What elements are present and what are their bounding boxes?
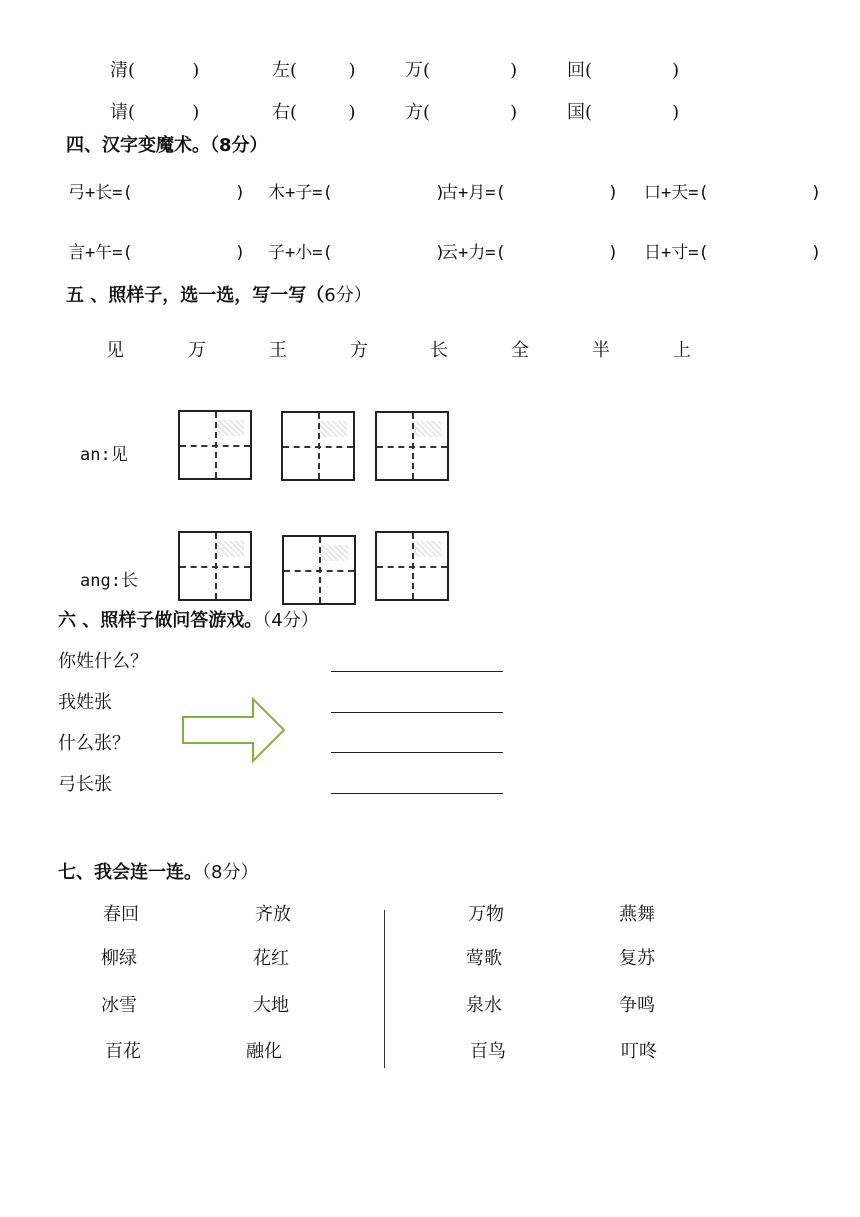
char-equation: 木+子=( ) <box>268 183 446 203</box>
writing-grid-box[interactable] <box>282 535 356 605</box>
section6-score: （4分） <box>262 610 319 631</box>
writing-grid-box[interactable] <box>178 410 252 480</box>
section5-heading-text: 五 、照样子，选一选，写一写（ <box>66 285 325 306</box>
section3-item: 请( ) <box>110 102 200 123</box>
match-word[interactable]: 叮咚 <box>621 1041 657 1062</box>
writing-grid-box[interactable] <box>375 531 449 601</box>
option-char: 上 <box>673 340 691 361</box>
writing-grid-box[interactable] <box>375 411 449 481</box>
match-word[interactable]: 融化 <box>246 1041 282 1062</box>
section4-score: 8 <box>219 135 232 156</box>
char-equation: 言+午=( ) <box>68 243 246 263</box>
dialogue-line: 我姓张 <box>58 692 112 713</box>
match-word[interactable]: 大地 <box>253 995 289 1016</box>
match-word[interactable]: 燕舞 <box>619 904 655 925</box>
right-arrow-icon <box>181 697 287 763</box>
section3-item: 万( ) <box>405 60 518 81</box>
match-word[interactable]: 柳绿 <box>101 948 137 969</box>
char-equation: 子+小=( ) <box>268 243 446 263</box>
match-word[interactable]: 冰雪 <box>101 995 137 1016</box>
char-equation: 日+寸=( ) <box>644 243 822 263</box>
option-char: 万 <box>188 340 206 361</box>
section5-heading <box>66 287 372 305</box>
writing-grid-box[interactable] <box>281 411 355 481</box>
match-word[interactable]: 百花 <box>105 1041 141 1062</box>
option-char: 王 <box>269 340 287 361</box>
match-word[interactable]: 争鸣 <box>619 995 655 1016</box>
section7-heading-text: 七、我会连一连。 <box>58 862 202 883</box>
char-equation: 口+天=( ) <box>644 183 822 203</box>
answer-line[interactable] <box>331 712 503 713</box>
section3-item: 清( ) <box>110 60 200 81</box>
section3-item: 右( ) <box>272 102 356 123</box>
option-char: 见 <box>106 340 124 361</box>
column-divider <box>384 910 385 1068</box>
option-char: 半 <box>592 340 610 361</box>
match-word[interactable]: 春回 <box>103 904 139 925</box>
option-char: 方 <box>350 340 368 361</box>
group-label-an: an:见 <box>80 445 128 465</box>
section4-heading-text: 四、汉字变魔术。（ <box>66 135 219 156</box>
section4-heading-end: 分） <box>231 135 268 156</box>
match-word[interactable]: 花红 <box>253 948 289 969</box>
option-char: 长 <box>430 340 448 361</box>
char-equation: 弓+长=( ) <box>68 183 246 203</box>
option-char: 全 <box>511 340 529 361</box>
section5-score: 6分） <box>324 285 372 306</box>
section6-heading <box>58 612 319 630</box>
match-word[interactable]: 莺歌 <box>466 948 502 969</box>
answer-line[interactable] <box>331 671 503 672</box>
match-word[interactable]: 万物 <box>468 904 504 925</box>
writing-grid-box[interactable] <box>178 531 252 601</box>
match-word[interactable]: 复苏 <box>619 948 655 969</box>
section7-heading <box>58 864 258 882</box>
answer-line[interactable] <box>331 793 503 794</box>
group-label-ang: ang:长 <box>80 571 138 591</box>
dialogue-line: 你姓什么？ <box>58 651 148 672</box>
section6-heading-text: 六 、照样子做问答游戏。 <box>58 610 263 631</box>
section7-score: （8分） <box>202 862 259 883</box>
char-equation: 古+月=( ) <box>441 183 619 203</box>
dialogue-line: 弓长张 <box>58 774 112 795</box>
answer-line[interactable] <box>331 752 503 753</box>
match-word[interactable]: 泉水 <box>466 995 502 1016</box>
char-equation: 云+力=( ) <box>441 243 619 263</box>
dialogue-line: 什么张？ <box>58 733 130 754</box>
section3-item: 方( ) <box>405 102 518 123</box>
section3-item: 国( ) <box>567 102 680 123</box>
section3-item: 左( ) <box>272 60 356 81</box>
match-word[interactable]: 百鸟 <box>470 1041 506 1062</box>
match-word[interactable]: 齐放 <box>255 904 291 925</box>
section4-heading <box>66 137 268 155</box>
section3-item: 回( ) <box>567 60 680 81</box>
